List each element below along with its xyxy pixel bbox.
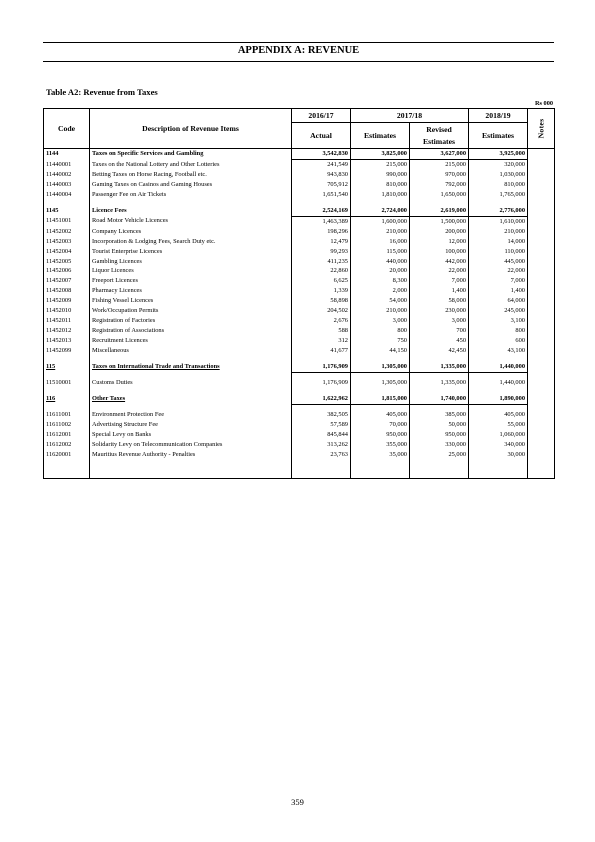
item-value: 30,000	[469, 450, 528, 460]
item-value: 600	[469, 336, 528, 346]
item-value: 411,235	[292, 257, 351, 267]
notes-label: Notes	[536, 118, 546, 139]
table-row	[44, 316, 555, 326]
item-description: Special Levy on Banks	[90, 430, 292, 440]
item-value: 990,000	[351, 170, 410, 180]
item-value: 35,000	[351, 450, 410, 460]
notes-cell	[528, 206, 555, 216]
table-row	[44, 276, 555, 286]
group-value: 1,176,909	[292, 362, 351, 372]
notes-cell	[528, 190, 555, 200]
item-value: 12,479	[292, 237, 351, 247]
group-code: 1145	[44, 206, 90, 216]
item-value: 1,651,540	[292, 190, 351, 200]
item-value: 1,060,000	[469, 430, 528, 440]
item-description: Liquor Licences	[90, 266, 292, 276]
group-description: Other Taxes	[90, 394, 292, 404]
item-description: Passenger Fee on Air Tickets	[90, 190, 292, 200]
item-value: 970,000	[410, 170, 469, 180]
item-value: 6,625	[292, 276, 351, 286]
item-value: 700	[410, 326, 469, 336]
notes-cell	[528, 237, 555, 247]
item-value: 800	[469, 326, 528, 336]
notes-cell	[528, 247, 555, 257]
item-value: 22,860	[292, 266, 351, 276]
item-description: Incorporation & Lodging Fees, Search Duty etc.	[90, 237, 292, 247]
table-row	[44, 257, 555, 267]
table-row	[44, 346, 555, 356]
spacer-cell	[410, 460, 469, 479]
notes-cell	[528, 440, 555, 450]
item-value: 58,898	[292, 296, 351, 306]
notes-cell	[528, 326, 555, 336]
item-value: 312	[292, 336, 351, 346]
item-description: Gaming Taxes on Casinos and Gaming Houses	[90, 180, 292, 190]
notes-cell	[528, 362, 555, 372]
item-value: 23,763	[292, 450, 351, 460]
item-value: 210,000	[351, 306, 410, 316]
item-code: 11611002	[44, 420, 90, 430]
item-code: 11452013	[44, 336, 90, 346]
group-value: 3,542,830	[292, 149, 351, 160]
item-description: Work/Occupation Permits	[90, 306, 292, 316]
item-value: 1,650,000	[410, 190, 469, 200]
item-description: Customs Duties	[90, 378, 292, 388]
header-description: Description of Revenue Items	[90, 109, 292, 149]
header-estimates-2018: Estimates	[469, 123, 528, 149]
group-value: 1,305,000	[351, 362, 410, 372]
item-value: 450	[410, 336, 469, 346]
notes-cell	[528, 170, 555, 180]
notes-cell	[528, 336, 555, 346]
item-value: 41,677	[292, 346, 351, 356]
item-description: Registration of Factories	[90, 316, 292, 326]
item-value: 943,830	[292, 170, 351, 180]
item-value: 1,176,909	[292, 378, 351, 388]
item-value: 43,100	[469, 346, 528, 356]
notes-cell	[528, 227, 555, 237]
item-code: 11620001	[44, 450, 90, 460]
notes-cell	[528, 346, 555, 356]
group-description: Taxes on Specific Services and Gambling	[90, 149, 292, 160]
item-value: 1,400	[469, 286, 528, 296]
item-value: 3,100	[469, 316, 528, 326]
item-value: 340,000	[469, 440, 528, 450]
notes-cell	[528, 180, 555, 190]
revenue-table	[43, 108, 555, 479]
item-value: 1,810,000	[351, 190, 410, 200]
item-code: 11440003	[44, 180, 90, 190]
notes-cell	[528, 149, 555, 160]
item-description: Taxes on the National Lottery and Other Lotteries	[90, 159, 292, 169]
item-value: 3,000	[410, 316, 469, 326]
spacer-cell	[469, 460, 528, 479]
spacer-cell	[351, 460, 410, 479]
item-value: 810,000	[351, 180, 410, 190]
item-code: 11451001	[44, 216, 90, 226]
item-code: 11612001	[44, 430, 90, 440]
item-code: 11510001	[44, 378, 90, 388]
item-value: 42,450	[410, 346, 469, 356]
item-code: 11452099	[44, 346, 90, 356]
item-value: 1,030,000	[469, 170, 528, 180]
group-value: 1,622,962	[292, 394, 351, 404]
notes-cell	[528, 316, 555, 326]
item-description: Pharmacy Licences	[90, 286, 292, 296]
table-row	[44, 180, 555, 190]
group-value: 1,740,000	[410, 394, 469, 404]
item-value: 330,000	[410, 440, 469, 450]
item-value: 313,262	[292, 440, 351, 450]
table-row	[44, 326, 555, 336]
item-code: 11452004	[44, 247, 90, 257]
group-value: 2,776,000	[469, 206, 528, 216]
table-title: Table A2: Revenue from Taxes	[46, 87, 158, 97]
notes-cell	[528, 306, 555, 316]
item-value: 1,440,000	[469, 378, 528, 388]
item-value: 442,000	[410, 257, 469, 267]
item-value: 230,000	[410, 306, 469, 316]
item-value: 588	[292, 326, 351, 336]
notes-cell	[528, 257, 555, 267]
group-code: 1144	[44, 149, 90, 160]
title-rule	[43, 61, 554, 62]
top-rule	[43, 42, 554, 43]
item-value: 1,765,000	[469, 190, 528, 200]
item-value: 115,000	[351, 247, 410, 257]
item-code: 11452011	[44, 316, 90, 326]
item-value: 750	[351, 336, 410, 346]
item-code: 11452012	[44, 326, 90, 336]
group-row	[44, 394, 555, 404]
spacer-cell	[292, 460, 351, 479]
table-row	[44, 440, 555, 450]
table-row	[44, 296, 555, 306]
item-value: 405,000	[469, 410, 528, 420]
item-value: 215,000	[410, 159, 469, 169]
table-body	[44, 149, 555, 479]
header-year-2018: 2018/19	[469, 109, 528, 123]
item-code: 11452010	[44, 306, 90, 316]
item-code: 11452002	[44, 227, 90, 237]
item-value: 70,000	[351, 420, 410, 430]
group-value: 1,335,000	[410, 362, 469, 372]
item-code: 11440001	[44, 159, 90, 169]
item-description: Miscellaneous	[90, 346, 292, 356]
item-code: 11612002	[44, 440, 90, 450]
group-description: Licence Fees	[90, 206, 292, 216]
table-row	[44, 450, 555, 460]
item-description: Mauritius Revenue Authority - Penalties	[90, 450, 292, 460]
item-value: 705,912	[292, 180, 351, 190]
notes-cell	[528, 276, 555, 286]
spacer-cell	[44, 460, 90, 479]
item-description: Road Motor Vehicle Licences	[90, 216, 292, 226]
notes-cell	[528, 296, 555, 306]
header-year-2017: 2017/18	[351, 109, 469, 123]
group-value: 2,619,000	[410, 206, 469, 216]
item-value: 55,000	[469, 420, 528, 430]
item-value: 7,000	[410, 276, 469, 286]
item-description: Company Licences	[90, 227, 292, 237]
item-value: 99,293	[292, 247, 351, 257]
notes-cell	[528, 286, 555, 296]
header-actual: Actual	[292, 123, 351, 149]
item-value: 210,000	[469, 227, 528, 237]
item-value: 1,400	[410, 286, 469, 296]
item-value: 405,000	[351, 410, 410, 420]
group-value: 3,925,000	[469, 149, 528, 160]
item-value: 200,000	[410, 227, 469, 237]
item-code: 11452007	[44, 276, 90, 286]
item-value: 110,000	[469, 247, 528, 257]
group-value: 1,815,000	[351, 394, 410, 404]
item-value: 800	[351, 326, 410, 336]
notes-cell	[528, 394, 555, 404]
notes-cell	[528, 159, 555, 169]
item-value: 215,000	[351, 159, 410, 169]
item-value: 440,000	[351, 257, 410, 267]
item-value: 22,000	[469, 266, 528, 276]
item-value: 22,000	[410, 266, 469, 276]
item-value: 1,610,000	[469, 216, 528, 226]
item-value: 382,505	[292, 410, 351, 420]
item-value: 8,300	[351, 276, 410, 286]
group-value: 3,825,000	[351, 149, 410, 160]
item-value: 950,000	[351, 430, 410, 440]
header-estimates: Estimates	[351, 123, 410, 149]
header-notes	[528, 109, 555, 149]
notes-cell	[528, 430, 555, 440]
item-value: 7,000	[469, 276, 528, 286]
table-row	[44, 159, 555, 169]
notes-cell	[528, 420, 555, 430]
table-row	[44, 420, 555, 430]
item-value: 1,500,000	[410, 216, 469, 226]
appendix-title: APPENDIX A: REVENUE	[237, 45, 360, 56]
item-value: 44,150	[351, 346, 410, 356]
group-value: 2,524,169	[292, 206, 351, 216]
item-description: Solidarity Levy on Telecommunication Companies	[90, 440, 292, 450]
table-row	[44, 170, 555, 180]
page-number: 359	[291, 797, 304, 807]
header-year-2016: 2016/17	[292, 109, 351, 123]
item-value: 198,296	[292, 227, 351, 237]
item-value: 20,000	[351, 266, 410, 276]
item-value: 845,844	[292, 430, 351, 440]
item-value: 3,000	[351, 316, 410, 326]
item-value: 12,000	[410, 237, 469, 247]
item-value: 58,000	[410, 296, 469, 306]
group-value: 1,890,000	[469, 394, 528, 404]
item-description: Advertising Structure Fee	[90, 420, 292, 430]
notes-cell	[528, 216, 555, 226]
table-row	[44, 410, 555, 420]
table-row	[44, 336, 555, 346]
item-value: 204,502	[292, 306, 351, 316]
header-row-years	[44, 109, 555, 123]
item-value: 1,339	[292, 286, 351, 296]
table-row	[44, 286, 555, 296]
item-description: Tourist Enterprise Licences	[90, 247, 292, 257]
table-row	[44, 190, 555, 200]
item-value: 1,600,000	[351, 216, 410, 226]
table-row	[44, 266, 555, 276]
item-code: 11440004	[44, 190, 90, 200]
item-code: 11452005	[44, 257, 90, 267]
group-code: 116	[44, 394, 90, 404]
item-description: Fishing Vessel Licences	[90, 296, 292, 306]
notes-cell	[528, 378, 555, 388]
group-value: 1,440,000	[469, 362, 528, 372]
item-value: 50,000	[410, 420, 469, 430]
group-row	[44, 206, 555, 216]
item-value: 54,000	[351, 296, 410, 306]
item-code: 11611001	[44, 410, 90, 420]
item-description: Recruitment Licences	[90, 336, 292, 346]
notes-cell	[528, 450, 555, 460]
spacer-cell	[528, 460, 555, 479]
item-code: 11452009	[44, 296, 90, 306]
item-value: 385,000	[410, 410, 469, 420]
item-value: 445,000	[469, 257, 528, 267]
item-value: 100,000	[410, 247, 469, 257]
item-value: 14,000	[469, 237, 528, 247]
item-description: Freeport Licences	[90, 276, 292, 286]
group-description: Taxes on International Trade and Transactions	[90, 362, 292, 372]
notes-cell	[528, 410, 555, 420]
item-code: 11452008	[44, 286, 90, 296]
notes-cell	[528, 266, 555, 276]
table-row	[44, 306, 555, 316]
item-value: 320,000	[469, 159, 528, 169]
item-value: 1,335,000	[410, 378, 469, 388]
item-value: 1,305,000	[351, 378, 410, 388]
item-code: 11452006	[44, 266, 90, 276]
item-description: Gambling Licences	[90, 257, 292, 267]
header-code: Code	[44, 109, 90, 149]
group-value: 3,627,000	[410, 149, 469, 160]
group-row	[44, 149, 555, 160]
group-row	[44, 362, 555, 372]
table-end	[44, 460, 555, 479]
table-row	[44, 237, 555, 247]
item-value: 810,000	[469, 180, 528, 190]
item-value: 950,000	[410, 430, 469, 440]
item-value: 16,000	[351, 237, 410, 247]
item-description: Registration of Associations	[90, 326, 292, 336]
item-value: 25,000	[410, 450, 469, 460]
item-value: 792,000	[410, 180, 469, 190]
spacer-cell	[90, 460, 292, 479]
item-code: 11440002	[44, 170, 90, 180]
item-value: 210,000	[351, 227, 410, 237]
item-value: 355,000	[351, 440, 410, 450]
table-row	[44, 430, 555, 440]
item-value: 57,589	[292, 420, 351, 430]
table-row	[44, 378, 555, 388]
item-description: Environment Protection Fee	[90, 410, 292, 420]
item-value: 241,549	[292, 159, 351, 169]
table-row	[44, 247, 555, 257]
table-row	[44, 227, 555, 237]
item-value: 64,000	[469, 296, 528, 306]
item-value: 1,463,389	[292, 216, 351, 226]
table-row	[44, 216, 555, 226]
header-revised-estimates: Revised Estimates	[410, 123, 469, 149]
units-label: Rs 000	[534, 100, 553, 107]
item-description: Betting Taxes on Horse Racing, Football etc.	[90, 170, 292, 180]
group-code: 115	[44, 362, 90, 372]
item-value: 2,000	[351, 286, 410, 296]
item-code: 11452003	[44, 237, 90, 247]
item-value: 245,000	[469, 306, 528, 316]
item-value: 2,676	[292, 316, 351, 326]
group-value: 2,724,000	[351, 206, 410, 216]
